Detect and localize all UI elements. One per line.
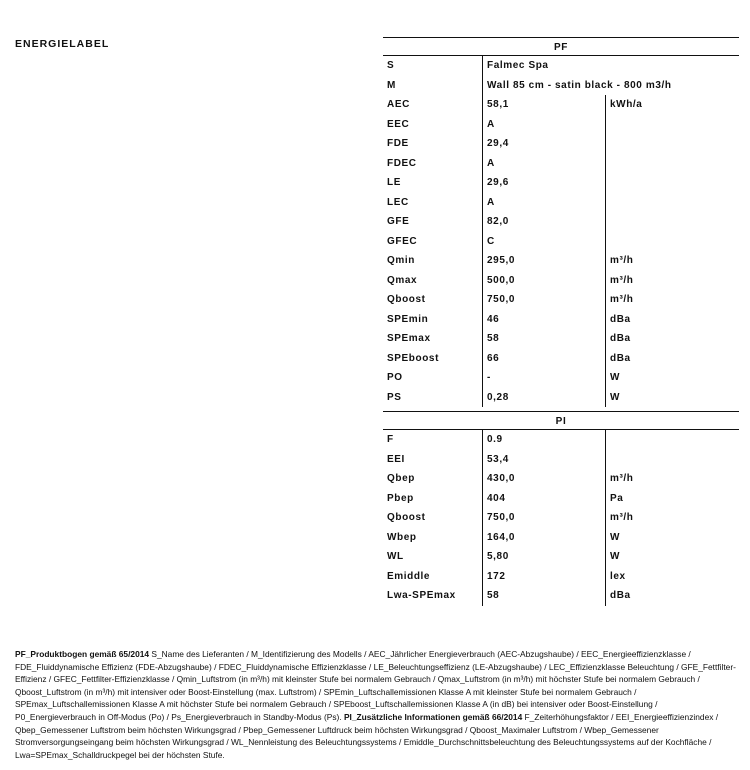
row-value: 53,4 — [482, 450, 605, 470]
pi-table-row — [383, 586, 739, 606]
row-unit: dBa — [605, 349, 739, 369]
pf-table-row — [383, 388, 739, 408]
footnote-pi-title: PI_Zusätzliche Informationen gemäß 66/2014 — [343, 711, 523, 722]
row-unit: W — [605, 368, 739, 388]
row-value: 164,0 — [482, 528, 605, 548]
pf-table-row — [383, 115, 739, 135]
row-value: 58 — [482, 586, 605, 606]
pi-section-header: PI — [383, 411, 739, 430]
pi-table-row — [383, 489, 739, 509]
row-key: LEC — [387, 196, 409, 208]
row-value: 0,28 — [482, 388, 605, 408]
pf-table-row — [383, 232, 739, 252]
pi-table-row — [383, 528, 739, 548]
row-unit: kWh/a — [605, 95, 739, 115]
pf-table-row — [383, 310, 739, 330]
row-key: Qbep — [387, 473, 415, 484]
row-unit: W — [605, 388, 739, 408]
footnote-pi-text: F_Zeiterhöhungsfaktor / EEI_Energieeffizienzindex / Qbep_Gemessener Luftstrom beim höchsten Wirkungsgrad / Pbep_Gemessener Luftdruck beim höchsten Wirkungsgrad / Qboost_Maximaler Luftstrom / Wbep_Gemessener Stromversorgungseingang beim höchsten Wirkungsgrad / WL_Nennleistung des Beleuchtungssystems / Emiddle_Durchschnittsbeleuchtung des Beleuchtungssystems auf der Kochfläche / Lwa=SPEmax_Schalldruckpegel bei der höchsten Stufe. — [15, 711, 719, 760]
row-value: A — [482, 154, 605, 174]
pf-table-row — [383, 212, 739, 232]
row-unit: m³/h — [605, 290, 739, 310]
pf-table-row — [383, 349, 739, 369]
row-key: Pbep — [387, 492, 414, 504]
pf-table-row — [383, 329, 739, 349]
pi-table-row — [383, 567, 739, 587]
pi-table-row — [383, 547, 739, 567]
pf-table-row — [383, 271, 739, 291]
pi-data-rows — [383, 430, 739, 606]
row-key: M — [387, 79, 396, 91]
row-unit: lex — [605, 567, 739, 587]
row-key: Emiddle — [387, 570, 431, 582]
row-value: 750,0 — [482, 290, 605, 310]
row-unit — [605, 154, 739, 174]
row-unit: dBa — [605, 329, 739, 349]
row-key: GFEC — [387, 235, 418, 247]
row-unit: W — [605, 528, 739, 548]
pf-table-row — [383, 134, 739, 154]
row-unit — [605, 430, 739, 450]
row-value: 0.9 — [482, 430, 605, 450]
row-unit: m³/h — [605, 271, 739, 291]
row-unit: dBa — [605, 586, 739, 606]
row-unit: m³/h — [605, 251, 739, 271]
pi-table-row — [383, 508, 739, 528]
pi-table-row — [383, 450, 739, 470]
row-key: SPEmin — [387, 313, 429, 325]
row-value: 750,0 — [482, 508, 605, 528]
row-key: F — [387, 434, 394, 445]
row-unit — [605, 134, 739, 154]
row-value: 58 — [482, 329, 605, 349]
row-unit: Pa — [605, 489, 739, 509]
pf-table-row — [383, 154, 739, 174]
page-title: ENERGIELABEL — [15, 38, 110, 50]
row-unit — [605, 173, 739, 193]
pf-table-row — [383, 290, 739, 310]
energy-data-sheet — [383, 37, 739, 606]
pf-info-row — [383, 56, 739, 76]
footnote — [15, 648, 740, 761]
row-value: 404 — [482, 489, 605, 509]
row-key: FDE — [387, 138, 409, 149]
row-value: 66 — [482, 349, 605, 369]
row-key: GFE — [387, 216, 410, 227]
row-value: 5,80 — [482, 547, 605, 567]
row-unit: m³/h — [605, 469, 739, 489]
pf-info-rows — [383, 56, 739, 95]
row-value: - — [482, 368, 605, 388]
row-unit — [605, 450, 739, 470]
row-value: 29,4 — [482, 134, 605, 154]
row-value: 295,0 — [482, 251, 605, 271]
row-key: S — [387, 60, 395, 71]
row-value: 172 — [482, 567, 605, 587]
pf-data-rows — [383, 95, 739, 407]
row-key: Wbep — [387, 531, 417, 543]
row-key: LE — [387, 177, 401, 188]
row-key: Qboost — [387, 294, 426, 305]
row-unit — [605, 115, 739, 135]
row-unit — [605, 193, 739, 213]
row-key: SPEmax — [387, 333, 431, 344]
row-key: SPEboost — [387, 352, 440, 364]
row-key: Qmin — [387, 255, 415, 266]
row-value: 500,0 — [482, 271, 605, 291]
footnote-pf-text: S_Name des Lieferanten / M_Identifizierung des Modells / AEC_Jährlicher Energieverbrauch (AEC-Abzugshaube) / EEC_Energieeffizienzklasse / FDE_Fluiddynamische Effizienz (FDE-Abzugshaube) / FDEC_Fluiddynamische Effizienzklasse / LE_Beleuchtungseffizienz (LE-Abzugshaube) / LEC_Effizienzklasse Beleuchtung / GFE_Fettfilter-Effizienz / GFEC_Fettfilter-Effizienzklasse / Qmin_Luftstrom (in m³/h) mit kleinster Stufe bei normalem Gebrauch / Qmax_Luftstrom (in m³/h) mit höchster Stufe bei normalem Gebrauch / Qboost_Luftstrom (in m³/h) mit intensiver oder Boost-Einstellung (max. Luftstrom) / SPEmin_Luftschallemissionen Klasse A mit kleinster Stufe bei normalem Gebrauch / SPEmax_Luftschallemissionen Klasse A mit höchster Stufe bei normalem Gebrauch / SPEboost_Luftschallemissionen Klasse A (in dB) bei intensiver oder Boost-Einstellung / P0_Energieverbrauch in Off-Modus (Po) / Ps_Energieverbrauch in Standby-Modus (Ps). — [15, 649, 736, 722]
row-key: Qmax — [387, 274, 418, 286]
row-value: A — [482, 193, 605, 213]
row-unit — [605, 212, 739, 232]
row-value: 46 — [482, 310, 605, 330]
pf-table-row — [383, 251, 739, 271]
row-unit: dBa — [605, 310, 739, 330]
row-unit: m³/h — [605, 508, 739, 528]
row-value: 29,6 — [482, 173, 605, 193]
row-key: EEI — [387, 453, 405, 465]
row-key: PS — [387, 391, 402, 403]
row-key: Qboost — [387, 512, 426, 523]
row-value: C — [482, 232, 605, 252]
pf-table-row — [383, 95, 739, 115]
row-value: A — [482, 115, 605, 135]
row-key: FDEC — [387, 157, 417, 169]
row-unit — [605, 232, 739, 252]
pf-section-header: PF — [383, 37, 739, 56]
pi-table-row — [383, 430, 739, 450]
row-value: 58,1 — [482, 95, 605, 115]
row-key: WL — [387, 551, 404, 562]
pi-table-row — [383, 469, 739, 489]
row-value: 82,0 — [482, 212, 605, 232]
row-value: Wall 85 cm - satin black - 800 m3/h — [482, 76, 739, 96]
pf-info-row — [383, 76, 739, 96]
row-unit: W — [605, 547, 739, 567]
row-key: PO — [387, 372, 403, 383]
row-value: 430,0 — [482, 469, 605, 489]
pf-table-row — [383, 193, 739, 213]
row-key: AEC — [387, 99, 410, 110]
pf-table-row — [383, 368, 739, 388]
row-value: Falmec Spa — [482, 56, 739, 76]
footnote-pf-title: PF_Produktbogen gemäß 65/2014 — [15, 649, 150, 659]
row-key: Lwa-SPEmax — [387, 590, 456, 601]
row-key: EEC — [387, 118, 410, 130]
pf-table-row — [383, 173, 739, 193]
